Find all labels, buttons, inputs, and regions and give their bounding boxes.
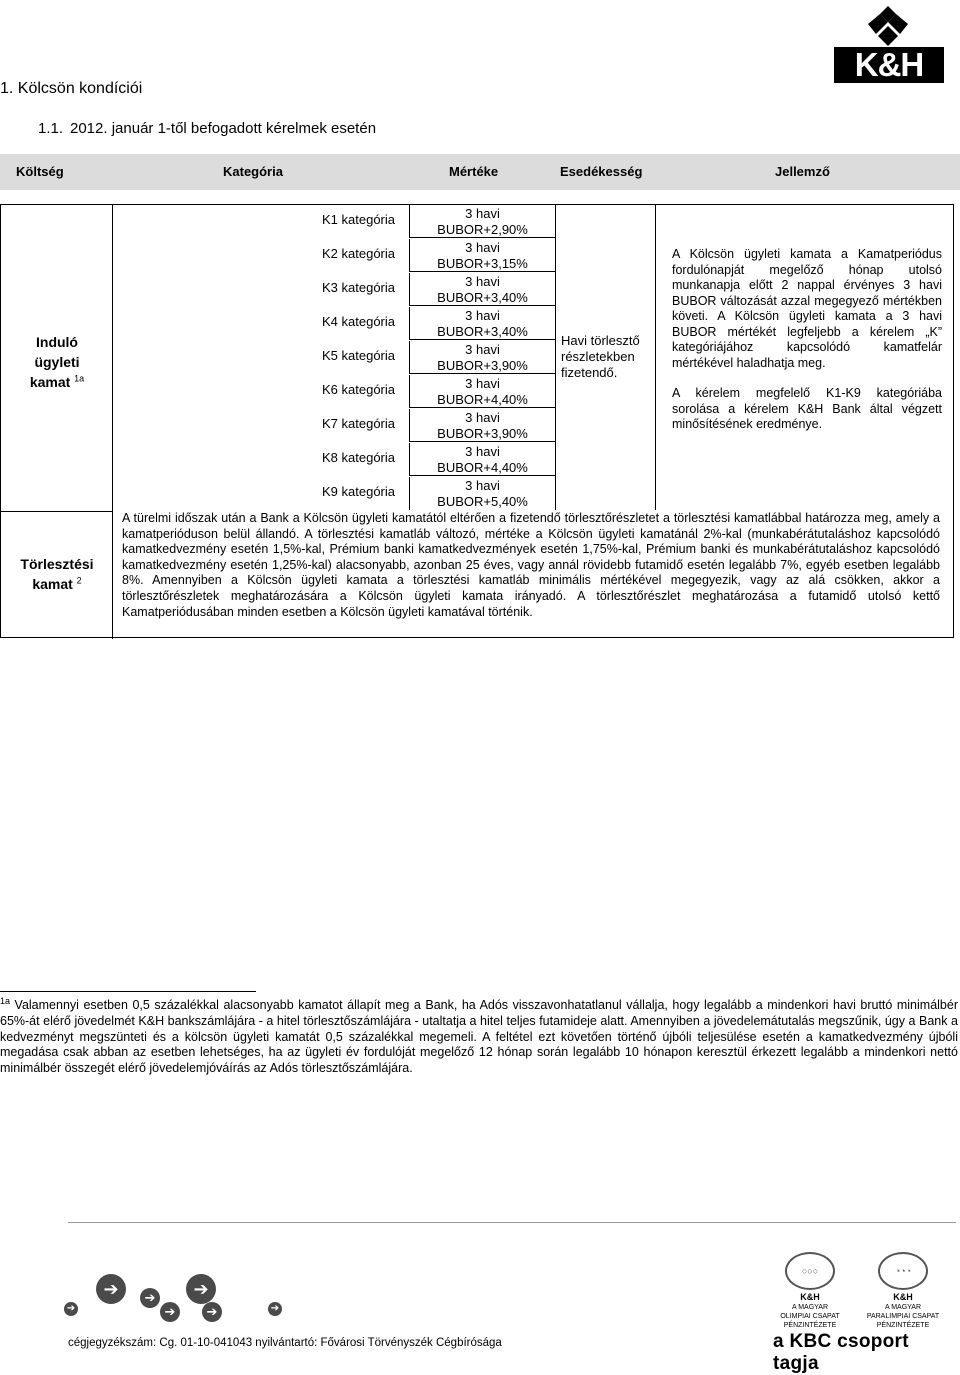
- footnote-text: Valamennyi esetben 0,5 százalékkal alacsonyabb kamatot állapít meg a Bank, ha Adós visszavonhatatlanul vállalja, hogy legalább a mindenkori havi bruttó minimálbér 65%-át elérő jövedelmét K&H bankszámlájára - a hitel törlesztőszámlájára - utaltatja a hitel teljes futamideje alatt. Amennyiben a jövedelemátutalás megszűnik, úgy a Bank a kedvezményt megszünteti és a kölcsön ügyleti kamatát 0,5 százalékkal megemeli. A feltétel ezt követően történő újbóli teljesülése esetén a kamatkedvezmény újbóli megadása csak abban az esetben lehetséges, ha az ügyleti év fordulóját megelőző 12 hónap során legalább 10 hónapon keresztül érkezett legalább a mindenkori nettó minimálbér összegét elérő jövedelemjóváírás az Adós törlesztőszámlájára.: [0, 998, 958, 1076]
- table-row: [113, 239, 555, 272]
- table-header: [0, 154, 960, 190]
- category-label: K8 kategória: [322, 450, 395, 465]
- arrow-right-icon: ➔: [268, 1302, 282, 1316]
- category-label: K2 kategória: [322, 246, 395, 261]
- header-amount: Mértéke: [449, 164, 499, 179]
- kh-logo-text: K&H: [834, 47, 944, 83]
- footer-divider: [68, 1222, 956, 1223]
- feature-paragraph: A kérelem megfelelő K1-K9 kategóriába sorolása a kérelem K&H Bank által végzett minősítésének eredménye.: [672, 386, 942, 431]
- cost-column: [1, 205, 113, 639]
- rate-cell: 3 havi BUBOR+4,40%: [409, 443, 555, 476]
- rate-cell: 3 havi BUBOR+3,40%: [409, 273, 555, 306]
- rate-cell: 3 havi BUBOR+4,40%: [409, 375, 555, 408]
- subsection-number: 1.1.: [38, 120, 64, 137]
- repayment-rate-text: A türelmi időszak után a Bank a Kölcsön ügyleti kamatától eltérően a fizetendő törlesztőrészletet a törlesztési kamatlábbal határozza meg, amely a kamatperióduson belül állandó. A törlesztési kamatláb változó, mértéke a Kölcsön ügyleti kamatánál 2%-kal (munkabérátutaláshoz kapcsolódó kamatkedvezmény esetén 1,5%-kal, Prémium banki kamatkedvezmények esetén 1,75%-kal, Prémium banki és munkabérátutaláshoz kapcsolódó kamatkedvezmény esetén 1,25%-kal) alacsonyabb, azonban 25 éves, vagy annál rövidebb futamidő esetén legalább 7%, egyéb esetben legalább 8%. Amennyiben a Kölcsön ügyleti kamata a törlesztési kamatláb minimális mértékével megegyezik, vagy az alá csökken, akkor a törlesztőrészletek meghatározására a Kölcsön ügyleti kamata irányadó. A törlesztőrészlet meghatározása a futamidő utolsó kettő Kamatperiódusában minden esetben a Kölcsön ügyleti kamatával történik.: [122, 511, 940, 619]
- table-row: [113, 409, 555, 442]
- footnote: [0, 995, 958, 1077]
- kbc-group-tagline: a KBC csoport tagja: [773, 1331, 909, 1374]
- arrow-right-icon: ➔: [160, 1302, 180, 1322]
- table-row: [113, 307, 555, 340]
- section-heading: 1. Kölcsön kondíciói: [0, 80, 143, 97]
- due-column: [555, 205, 655, 510]
- table-row: [113, 205, 555, 238]
- table-row: [113, 443, 555, 476]
- feature-text: [672, 247, 942, 433]
- arrow-right-icon: ➔: [64, 1302, 78, 1316]
- conditions-table: [0, 204, 954, 638]
- arrow-right-icon: ➔: [96, 1274, 126, 1304]
- rate-cell: 3 havi BUBOR+3,90%: [409, 409, 555, 442]
- footnote-mark: 1a: [0, 995, 11, 1006]
- subsection-heading: [0, 120, 376, 137]
- rate-cell: 3 havi BUBOR+3,15%: [409, 239, 555, 272]
- rate-cell: 3 havi BUBOR+3,40%: [409, 307, 555, 340]
- arrow-right-icon: ➔: [202, 1302, 222, 1322]
- header-cost: Költség: [16, 164, 64, 179]
- rate-cell: 3 havi BUBOR+3,90%: [409, 341, 555, 374]
- repayment-rate-label: Törlesztési kamat $^2$: [20, 556, 94, 592]
- row-divider: [1, 511, 113, 512]
- feature-paragraph: A Kölcsön ügyleti kamata a Kamatperiódus fordulónapját megelőző hónap utolsó munkanapja előtt 2 nappal érvényes 3 havi BUBOR változását azzal megegyező mértékben követi. A Kölcsön ügyleti kamata a 3 havi BUBOR mértékét legfeljebb a kérelem „K” kategóriájához kapcsolódó kamatfelár mértékével haladhatja meg.: [672, 247, 942, 370]
- category-label: K6 kategória: [322, 382, 395, 397]
- header-feature: Jellemző: [775, 164, 830, 179]
- subsection-title: 2012. január 1-től befogadott kérelmek esetén: [70, 120, 377, 137]
- paralympic-sponsor: ◔◔◔ K&H A MAGYAR PARALIMPIAI CSAPAT PÉNZINTÉZETE: [862, 1252, 944, 1330]
- rate-cell: 3 havi BUBOR+5,40%: [409, 477, 555, 510]
- table-row: [113, 341, 555, 374]
- category-label: K3 kategória: [322, 280, 395, 295]
- category-label: K4 kategória: [322, 314, 395, 329]
- header-due: Esedékesség: [560, 164, 643, 179]
- footer-arrows: [60, 1262, 320, 1322]
- table-row: [113, 273, 555, 306]
- footnote-divider: [0, 991, 256, 992]
- category-label: K9 kategória: [322, 484, 395, 499]
- arrow-right-icon: ➔: [186, 1274, 216, 1304]
- category-label: K5 kategória: [322, 348, 395, 363]
- initial-rate-label: Induló ügyleti kamat $^{1a}$: [29, 334, 85, 390]
- category-label: K7 kategória: [322, 416, 395, 431]
- rate-cell: 3 havi BUBOR+2,90%: [409, 205, 555, 238]
- company-registry: cégjegyzékszám: Cg. 01-10-041043 nyilvántartó: Fővárosi Törvényszék Cégbírósága: [68, 1337, 502, 1349]
- due-text: Havi törlesztő részletekben fizetendő.: [561, 333, 640, 380]
- arrow-right-icon: ➔: [140, 1288, 160, 1308]
- header-category: Kategória: [223, 164, 283, 179]
- feature-column: [655, 205, 955, 510]
- table-row: [113, 375, 555, 408]
- paralympic-icon: ◔◔◔: [878, 1252, 928, 1290]
- olympic-sponsor: ○○○ K&H A MAGYAR OLIMPIAI CSAPAT PÉNZINTÉZETE: [772, 1252, 848, 1330]
- category-label: K1 kategória: [322, 212, 395, 227]
- table-row: [113, 477, 555, 510]
- olympic-rings-icon: ○○○: [785, 1252, 835, 1290]
